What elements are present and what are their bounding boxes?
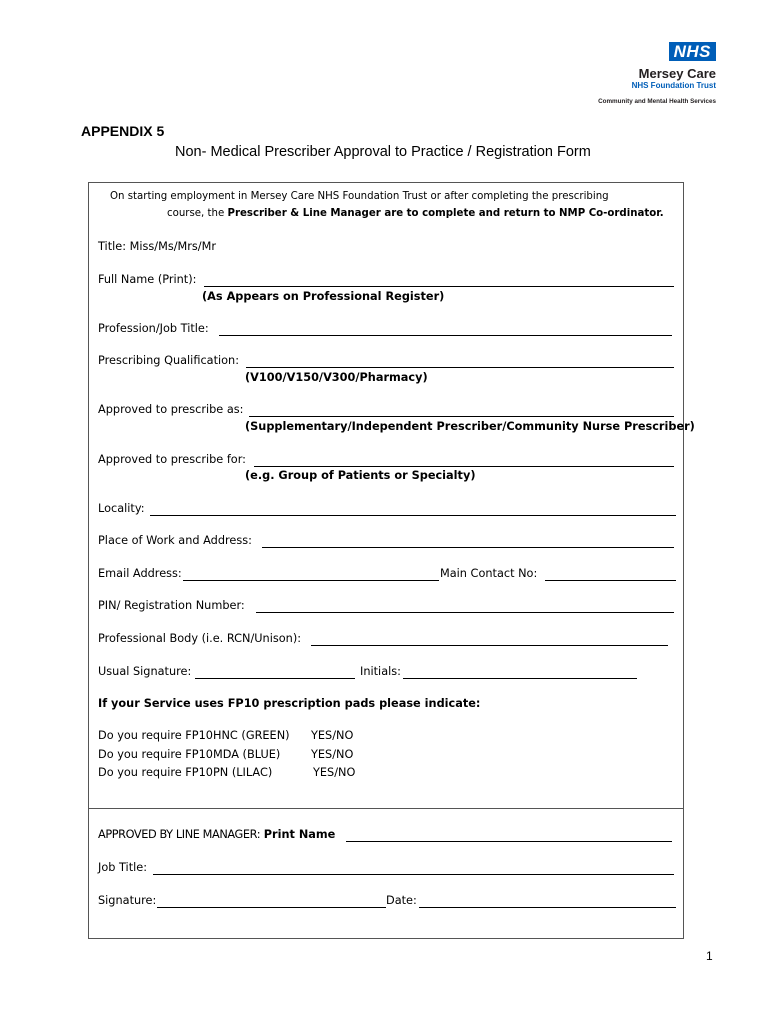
approved-as-input-line[interactable] xyxy=(249,416,674,417)
manager-signature-label: Signature: xyxy=(98,894,157,907)
fp10-item-answer[interactable]: YES/NO xyxy=(313,766,356,779)
intro-line-2-bold: Prescriber & Line Manager are to complete and return to NMP Co-ordinator. xyxy=(227,208,664,219)
section-divider xyxy=(89,808,683,809)
full-name-input-line[interactable] xyxy=(204,286,674,287)
pin-input-line[interactable] xyxy=(256,612,674,613)
approved-as-label: Approved to prescribe as: xyxy=(98,403,244,416)
appendix-label: APPENDIX 5 xyxy=(81,123,165,139)
manager-job-title-label: Job Title: xyxy=(98,861,148,874)
full-name-label: Full Name (Print): xyxy=(98,273,197,286)
profession-label: Profession/Job Title: xyxy=(98,322,209,335)
logo-org-name: Mersey Care xyxy=(638,66,716,81)
initials-label: Initials: xyxy=(360,665,401,678)
page-title: Non- Medical Prescriber Approval to Practice / Registration Form xyxy=(175,144,591,160)
signature-label: Usual Signature: xyxy=(98,665,192,678)
manager-job-title-input-line[interactable] xyxy=(153,874,674,875)
manager-print-name-label: Print Name xyxy=(263,828,336,841)
approved-as-note: (Supplementary/Independent Prescriber/Community Nurse Prescriber) xyxy=(245,420,695,433)
qualification-note: (V100/V150/V300/Pharmacy) xyxy=(245,371,428,384)
full-name-note: (As Appears on Professional Register) xyxy=(202,290,445,303)
manager-print-name-input-line[interactable] xyxy=(346,841,672,842)
email-label: Email Address: xyxy=(98,567,182,580)
locality-input-line[interactable] xyxy=(150,515,676,516)
professional-body-input-line[interactable] xyxy=(311,645,668,646)
qualification-label: Prescribing Qualification: xyxy=(98,354,240,367)
title-field-label: Title: Miss/Ms/Mrs/Mr xyxy=(98,240,216,253)
logo-tagline: Community and Mental Health Services xyxy=(598,98,716,105)
locality-label: Locality: xyxy=(98,502,145,515)
manager-date-label: Date: xyxy=(386,894,417,907)
manager-approval-row xyxy=(98,828,335,842)
contact-input-line[interactable] xyxy=(545,580,676,581)
nhs-badge: NHS xyxy=(669,42,716,61)
nhs-logo xyxy=(632,42,716,91)
fp10-item-label: Do you require FP10PN (LILAC) xyxy=(98,766,273,779)
fp10-item-label: Do you require FP10MDA (BLUE) xyxy=(98,748,281,761)
approved-for-input-line[interactable] xyxy=(254,466,674,467)
profession-input-line[interactable] xyxy=(219,335,672,336)
manager-approved-label: APPROVED BY LINE MANAGER: xyxy=(98,828,261,841)
page-number: 1 xyxy=(706,949,713,963)
professional-body-label: Professional Body (i.e. RCN/Unison): xyxy=(98,632,302,645)
approved-for-label: Approved to prescribe for: xyxy=(98,453,246,466)
fp10-heading: If your Service uses FP10 prescription pads please indicate: xyxy=(98,697,481,710)
contact-label: Main Contact No: xyxy=(440,567,538,580)
fp10-item-answer[interactable]: YES/NO xyxy=(311,729,354,742)
qualification-input-line[interactable] xyxy=(246,367,674,368)
logo-org-sub: NHS Foundation Trust xyxy=(631,81,716,90)
form-box xyxy=(88,182,695,939)
intro-line-2 xyxy=(167,207,664,221)
fp10-item-label: Do you require FP10HNC (GREEN) xyxy=(98,729,290,742)
email-input-line[interactable] xyxy=(183,580,439,581)
manager-date-input-line[interactable] xyxy=(419,907,676,908)
approved-for-note: (e.g. Group of Patients or Specialty) xyxy=(245,469,476,482)
initials-input-line[interactable] xyxy=(403,678,637,679)
intro-line-1: On starting employment in Mersey Care NHS Foundation Trust or after completing the prescribing xyxy=(110,191,609,202)
place-label: Place of Work and Address: xyxy=(98,534,252,547)
signature-input-line[interactable] xyxy=(195,678,355,679)
manager-signature-input-line[interactable] xyxy=(157,907,386,908)
fp10-item-answer[interactable]: YES/NO xyxy=(311,748,354,761)
place-input-line[interactable] xyxy=(262,547,674,548)
pin-label: PIN/ Registration Number: xyxy=(98,599,245,612)
intro-line-2-prefix: course, the xyxy=(167,208,228,219)
